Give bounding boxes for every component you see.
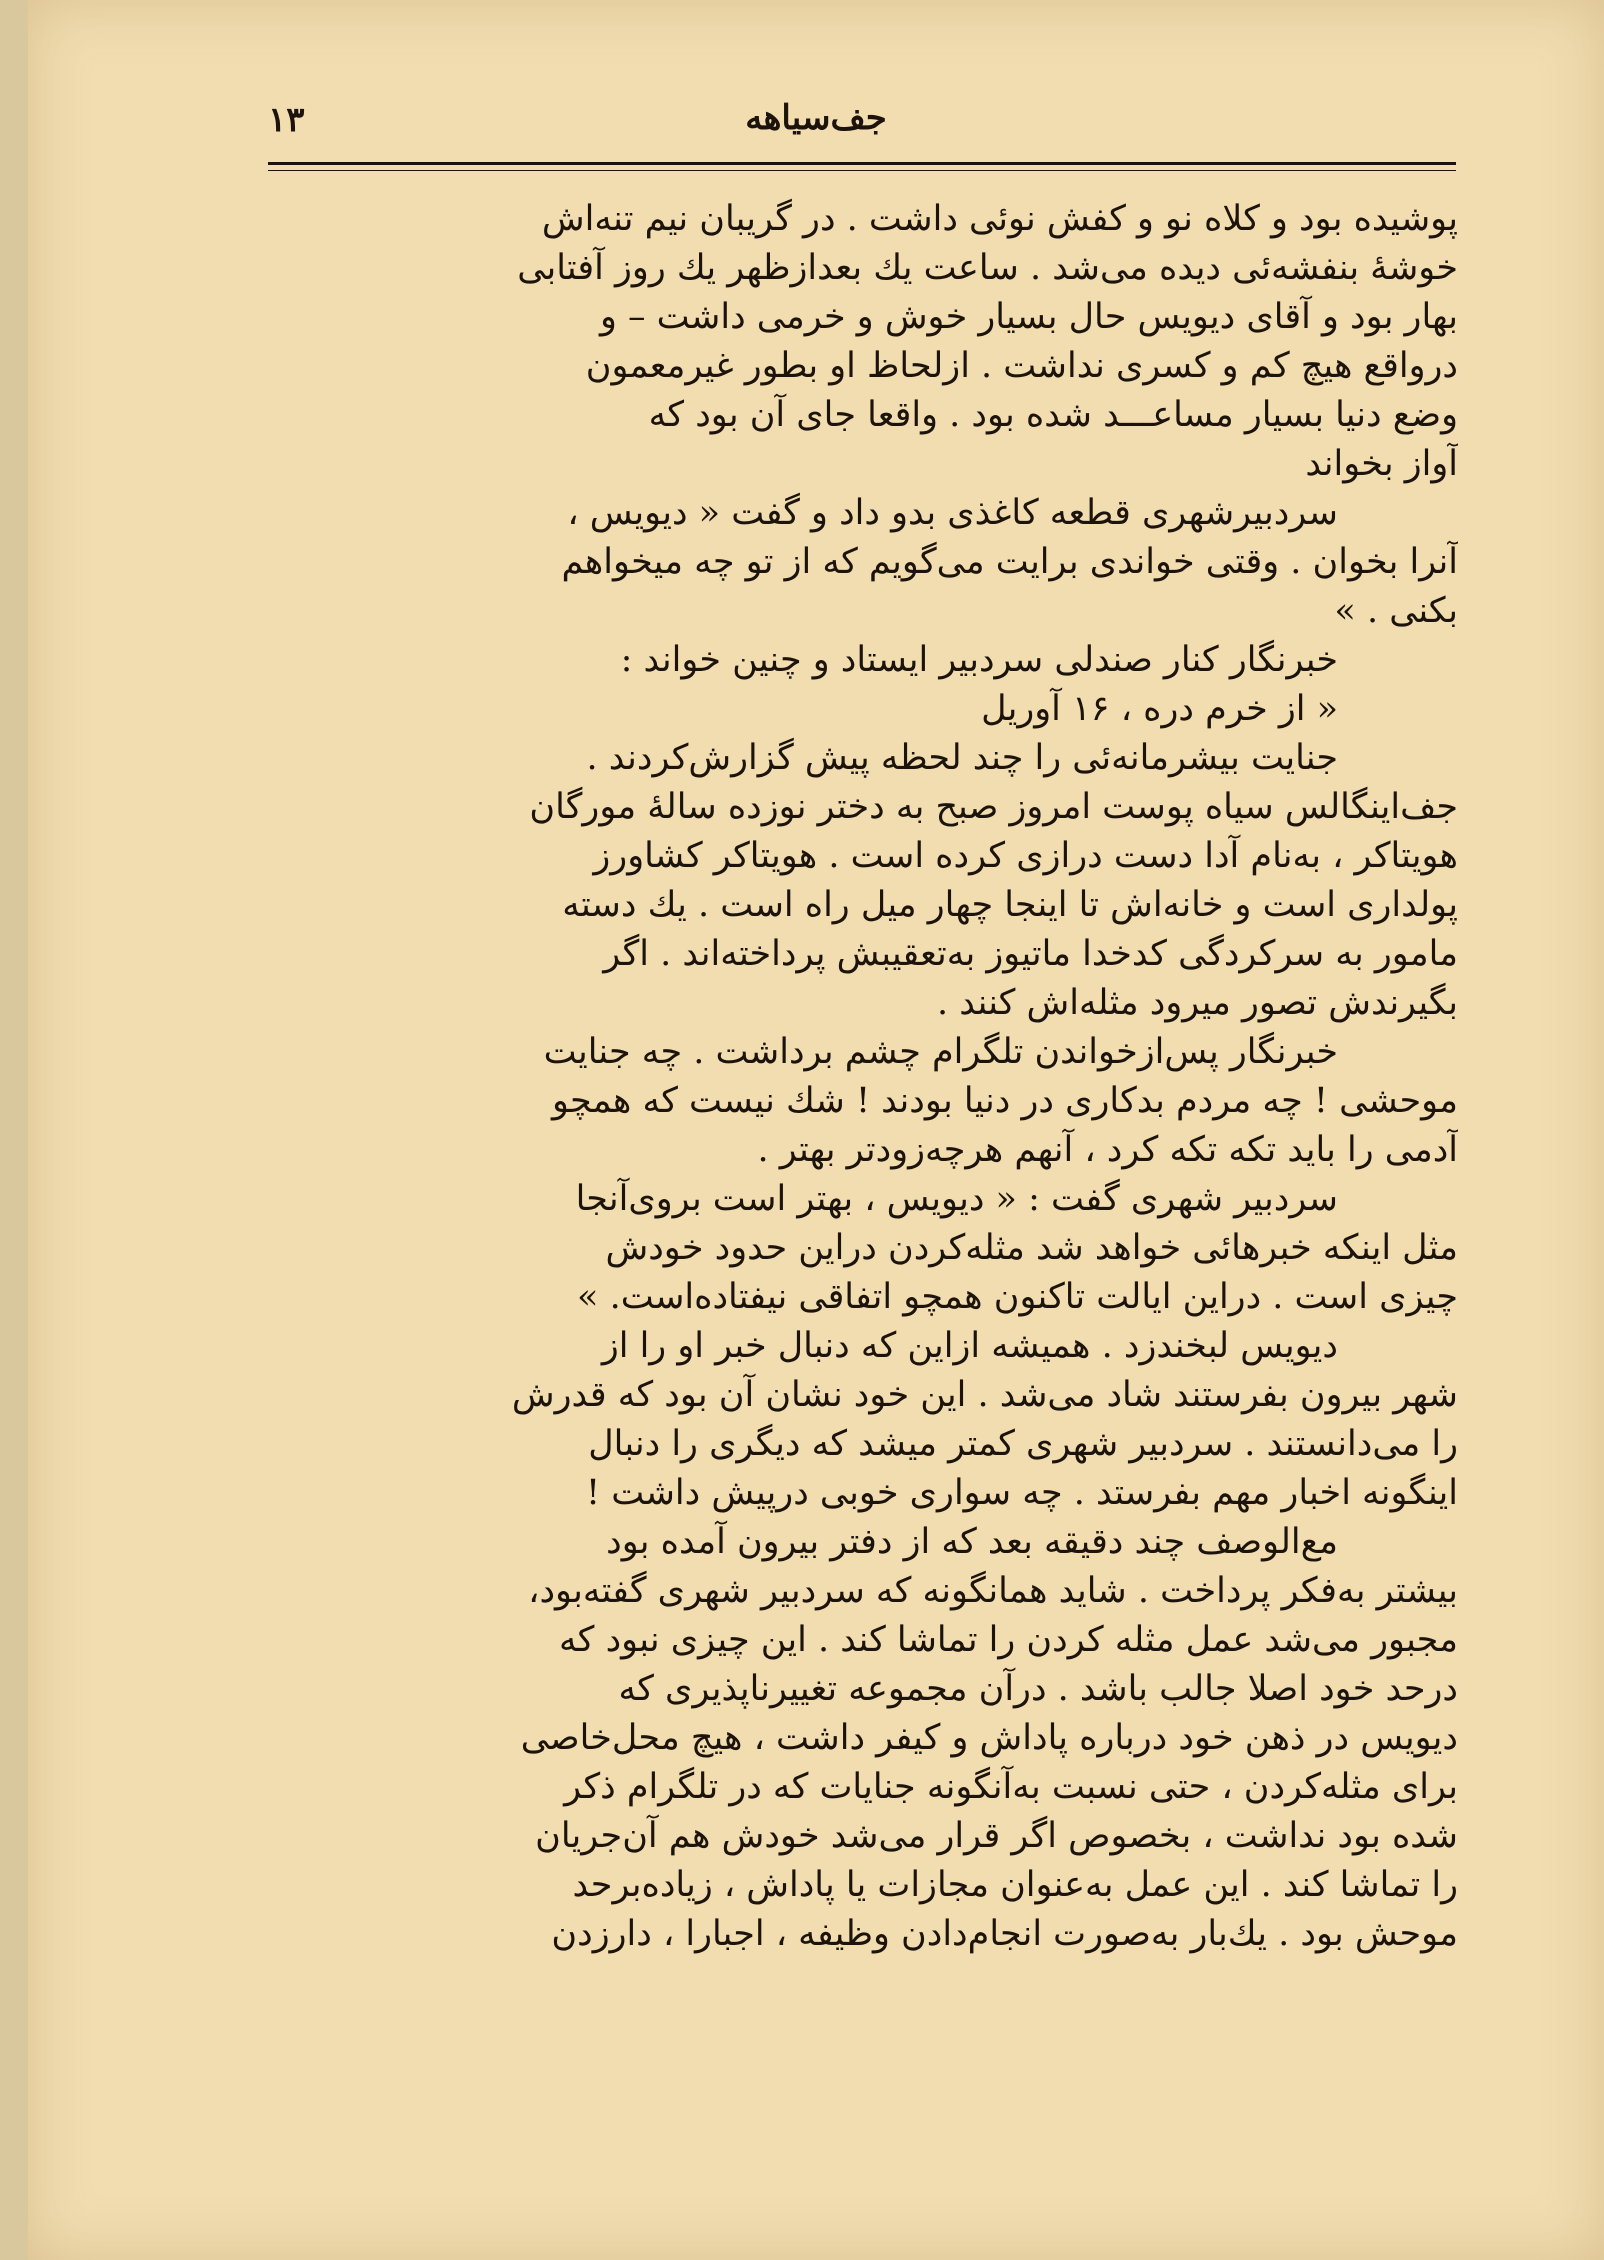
- text-line: درواقع هیچ کم و کسری نداشت . ازلحاظ او بطور غیرمعمون: [585, 346, 1458, 386]
- text-line: شده بود نداشت ، بخصوص اگر قرار می‌شد خودش هم آن‌جریان: [535, 1816, 1458, 1856]
- text-line: جنایت بیشرمانه‌ئی را چند لحظه پیش گزارش‌کردند .: [586, 738, 1338, 778]
- text-line: آنرا بخوان . وقتی خواندی برایت می‌گویم که از تو چه میخواهم: [561, 542, 1458, 582]
- text-line: خبرنگار پس‌ازخواندن تلگرام چشم برداشت . چه جنایت: [543, 1032, 1338, 1072]
- text-line: سردبیرشهری قطعه کاغذی بدو داد و گفت « دیویس ،: [567, 493, 1338, 533]
- text-line: دیویس لبخندزد . همیشه ازاین که دنبال خبر او را از: [601, 1326, 1338, 1366]
- text-line: جف‌اینگالس سیاه پوست امروز صبح به دختر نوزده سالهٔ مورگان: [529, 787, 1458, 827]
- text-line: وضع دنیا بسیار مساعـــد شده بود . واقعا جای آن بود که: [648, 395, 1458, 435]
- text-line: برای مثله‌کردن ، حتی نسبت به‌آنگونه جنایات که در تلگرام ذکر: [564, 1767, 1458, 1807]
- text-line: بکنی . »: [1334, 591, 1458, 631]
- text-line: « از خرم دره ، ۱۶ آوریل: [981, 689, 1338, 729]
- text-line: خبرنگار کنار صندلی سردبیر ایستاد و چنین خواند :: [620, 640, 1338, 680]
- text-line: پوشیده بود و کلاه نو و کفش نوئی داشت . در گریبان نیم تنه‌اش: [541, 199, 1458, 239]
- text-line: موحش بود . یك‌بار به‌صورت انجام‌دادن وظیفه ، اجبارا ، دارزدن: [551, 1914, 1458, 1954]
- text-line: درحد خود اصلا جالب باشد . درآن مجموعه تغییرناپذیری که: [618, 1669, 1458, 1709]
- text-line: بگیرندش تصور میرود مثله‌اش کنند .: [937, 983, 1458, 1023]
- body-text: [278, 195, 1458, 1959]
- text-line: موحشی ! چه مردم بدکاری در دنیا بودند ! شك نیست که همچو: [551, 1081, 1458, 1121]
- text-line: آدمی را باید تکه تکه کرد ، آنهم هرچه‌زودتر بهتر .: [757, 1130, 1458, 1170]
- text-line: سردبیر شهری گفت : « دیویس ، بهتر است بروی‌آنجا: [575, 1179, 1338, 1219]
- text-line: را می‌دانستند . سردبیر شهری کمتر میشد که دیگری را دنبال: [588, 1424, 1458, 1464]
- text-line: هویتاکر ، به‌نام آدا دست درازی کرده است . هویتاکر کشاورز: [593, 836, 1458, 876]
- text-line: شهر بیرون بفرستند شاد می‌شد . این خود نشان آن بود که قدرش: [511, 1375, 1458, 1415]
- text-line: بهار بود و آقای دیویس حال بسیار خوش و خرمی داشت – و: [600, 297, 1458, 337]
- text-line: چیزی است . دراین ایالت تاکنون همچو اتفاقی نیفتاده‌است. »: [577, 1277, 1458, 1317]
- text-line: خوشهٔ بنفشه‌ئی دیده می‌شد . ساعت یك بعدازظهر یك روز آفتابی: [517, 248, 1458, 288]
- text-line: مجبور می‌شد عمل مثله کردن را تماشا کند . این چیزی نبود که: [559, 1620, 1458, 1660]
- text-line: پولداری است و خانه‌اش تا اینجا چهار میل راه است . یك دسته: [562, 885, 1458, 925]
- text-line: را تماشا کند . این عمل به‌عنوان مجازات یا پاداش ، زیاده‌برحد: [572, 1865, 1458, 1905]
- text-line: مامور به سرکردگی کدخدا ماتیوز به‌تعقیبش پرداخته‌اند . اگر: [603, 934, 1458, 974]
- text-line: آواز بخواند: [1305, 444, 1458, 484]
- text-line: مع‌الوصف چند دقیقه بعد که از دفتر بیرون آمده بود: [606, 1522, 1338, 1562]
- header-rule-thin: [268, 170, 1456, 171]
- running-title: جف‌سیاهه: [745, 98, 887, 138]
- text-line: مثل اینکه خبرهائی خواهد شد مثله‌کردن دراین حدود خودش: [605, 1228, 1458, 1268]
- text-line: دیویس در ذهن خود درباره پاداش و کیفر داشت ، هیچ محل‌خاصی: [520, 1718, 1458, 1758]
- text-line: اینگونه اخبار مهم بفرستد . چه سواری خوبی درپیش داشت !: [586, 1473, 1458, 1513]
- page-number: ۱۳: [268, 100, 305, 140]
- header-rule: [268, 162, 1456, 165]
- book-page: [28, 0, 1604, 2260]
- text-line: بیشتر به‌فکر پرداخت . شاید همانگونه که سردبیر شهری گفته‌بود،: [528, 1571, 1458, 1611]
